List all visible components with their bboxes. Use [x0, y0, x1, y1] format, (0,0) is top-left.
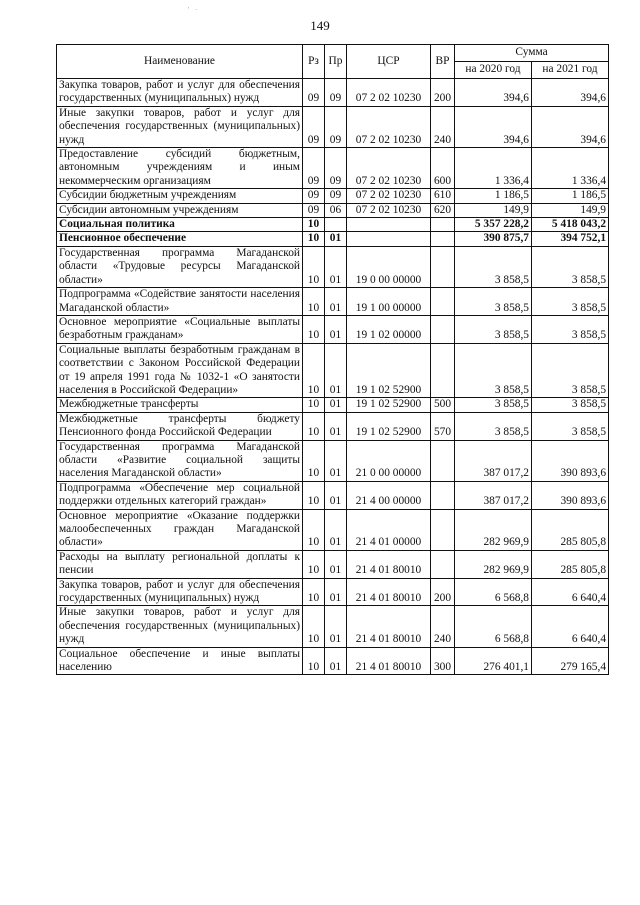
- table-row: [57, 509, 609, 550]
- row-pr: 01: [325, 288, 347, 316]
- header-csr: ЦСР: [347, 45, 431, 79]
- row-rz: 10: [303, 343, 325, 398]
- row-name: Подпрограмма «Содействие занятости населения Магаданской области»: [57, 288, 303, 316]
- row-name: Подпрограмма «Обеспечение мер социальной поддержки отдельных категорий граждан»: [57, 481, 303, 509]
- header-pr: Пр: [325, 45, 347, 79]
- row-vr: [431, 218, 455, 232]
- row-amount-2021: 1 186,5: [532, 189, 609, 203]
- table-row: [57, 203, 609, 217]
- row-amount-2020: 387 017,2: [455, 440, 532, 481]
- row-rz: 10: [303, 550, 325, 578]
- row-amount-2020: 387 017,2: [455, 481, 532, 509]
- row-name: Закупка товаров, работ и услуг для обеспечения государственных (муниципальных) нужд: [57, 578, 303, 606]
- row-csr: 21 4 01 80010: [347, 606, 431, 647]
- header-year-2021: на 2021 год: [532, 62, 609, 79]
- row-vr: 200: [431, 79, 455, 107]
- row-csr: 19 1 02 52900: [347, 343, 431, 398]
- table-row: [57, 647, 609, 675]
- row-name: Социальное обеспечение и иные выплаты населению: [57, 647, 303, 675]
- row-vr: [431, 315, 455, 343]
- row-name: Основное мероприятие «Оказание поддержки малообеспеченных граждан Магаданской области»: [57, 509, 303, 550]
- row-amount-2021: 285 805,8: [532, 509, 609, 550]
- row-vr: [431, 550, 455, 578]
- row-vr: 240: [431, 106, 455, 147]
- row-amount-2020: 394,6: [455, 106, 532, 147]
- row-vr: 200: [431, 578, 455, 606]
- row-amount-2021: 285 805,8: [532, 550, 609, 578]
- row-pr: 01: [325, 246, 347, 287]
- row-amount-2021: 279 165,4: [532, 647, 609, 675]
- row-rz: 10: [303, 578, 325, 606]
- row-csr: 07 2 02 10230: [347, 106, 431, 147]
- row-amount-2020: 5 357 228,2: [455, 218, 532, 232]
- row-amount-2021: 390 893,6: [532, 481, 609, 509]
- row-name: Субсидии автономным учреждениям: [57, 203, 303, 217]
- row-amount-2021: 149,9: [532, 203, 609, 217]
- row-pr: 09: [325, 189, 347, 203]
- row-amount-2021: 1 336,4: [532, 148, 609, 189]
- row-vr: 300: [431, 647, 455, 675]
- row-amount-2020: 149,9: [455, 203, 532, 217]
- page-number: 149: [310, 18, 330, 33]
- row-csr: 21 0 00 00000: [347, 440, 431, 481]
- row-csr: 19 1 02 00000: [347, 315, 431, 343]
- row-vr: 610: [431, 189, 455, 203]
- row-rz: 10: [303, 315, 325, 343]
- row-pr: 01: [325, 509, 347, 550]
- row-vr: 600: [431, 148, 455, 189]
- row-pr: 01: [325, 550, 347, 578]
- row-csr: 07 2 02 10230: [347, 189, 431, 203]
- row-rz: 10: [303, 647, 325, 675]
- row-csr: 21 4 01 80010: [347, 578, 431, 606]
- row-rz: 10: [303, 246, 325, 287]
- row-vr: 620: [431, 203, 455, 217]
- row-csr: 21 4 00 00000: [347, 481, 431, 509]
- table-row: [57, 79, 609, 107]
- row-amount-2021: 394 752,1: [532, 232, 609, 246]
- row-vr: [431, 481, 455, 509]
- header-rz: Рз: [303, 45, 325, 79]
- row-csr: [347, 218, 431, 232]
- row-rz: 09: [303, 79, 325, 107]
- row-pr: 01: [325, 606, 347, 647]
- row-rz: 10: [303, 440, 325, 481]
- row-amount-2021: 5 418 043,2: [532, 218, 609, 232]
- row-amount-2021: 3 858,5: [532, 398, 609, 412]
- table-row: [57, 440, 609, 481]
- row-rz: 10: [303, 398, 325, 412]
- row-pr: 06: [325, 203, 347, 217]
- row-name: Иные закупки товаров, работ и услуг для обеспечения государственных (муниципальных) нужд: [57, 606, 303, 647]
- table-row: [57, 398, 609, 412]
- row-rz: 10: [303, 412, 325, 440]
- budget-table: [56, 44, 609, 675]
- row-name: Иные закупки товаров, работ и услуг для обеспечения государственных (муниципальных) нужд: [57, 106, 303, 147]
- row-pr: 01: [325, 578, 347, 606]
- table-body: [57, 79, 609, 675]
- scan-artifact: ' ·: [188, 6, 200, 14]
- row-name: Социальные выплаты безработным гражданам в соответствии с Законом Российской Федерации от 19 апреля 1991 года № 1032-1 «О занятости населения в Российской Федерации»: [57, 343, 303, 398]
- row-amount-2021: 6 640,4: [532, 578, 609, 606]
- table-row: [57, 481, 609, 509]
- row-amount-2020: 3 858,5: [455, 246, 532, 287]
- row-amount-2020: 1 186,5: [455, 189, 532, 203]
- table-row: [57, 148, 609, 189]
- header-sum: Сумма: [455, 45, 609, 62]
- row-name: Межбюджетные трансферты бюджету Пенсионного фонда Российской Федерации: [57, 412, 303, 440]
- table-row: [57, 315, 609, 343]
- table-row: [57, 106, 609, 147]
- row-csr: 07 2 02 10230: [347, 79, 431, 107]
- row-vr: [431, 440, 455, 481]
- row-amount-2020: 394,6: [455, 79, 532, 107]
- table-row: [57, 578, 609, 606]
- row-amount-2021: 394,6: [532, 106, 609, 147]
- row-pr: 01: [325, 398, 347, 412]
- row-vr: [431, 288, 455, 316]
- row-amount-2021: 3 858,5: [532, 246, 609, 287]
- row-amount-2021: 394,6: [532, 79, 609, 107]
- row-name: Предоставление субсидий бюджетным, автономным учреждениям и иным некоммерческим организациям: [57, 148, 303, 189]
- row-name: Субсидии бюджетным учреждениям: [57, 189, 303, 203]
- row-csr: 07 2 02 10230: [347, 203, 431, 217]
- row-amount-2021: 6 640,4: [532, 606, 609, 647]
- row-name: Социальная политика: [57, 218, 303, 232]
- row-rz: 09: [303, 189, 325, 203]
- row-rz: 10: [303, 218, 325, 232]
- row-csr: 21 4 01 80010: [347, 647, 431, 675]
- row-csr: 19 1 02 52900: [347, 398, 431, 412]
- table-row: [57, 246, 609, 287]
- row-csr: 07 2 02 10230: [347, 148, 431, 189]
- row-rz: 09: [303, 203, 325, 217]
- row-name: Закупка товаров, работ и услуг для обеспечения государственных (муниципальных) нужд: [57, 79, 303, 107]
- row-name: Основное мероприятие «Социальные выплаты безработным гражданам»: [57, 315, 303, 343]
- row-amount-2020: 1 336,4: [455, 148, 532, 189]
- row-pr: 01: [325, 343, 347, 398]
- table-row: [57, 343, 609, 398]
- row-rz: 09: [303, 106, 325, 147]
- row-name: Государственная программа Магаданской области «Трудовые ресурсы Магаданской области»: [57, 246, 303, 287]
- row-vr: 240: [431, 606, 455, 647]
- row-pr: 01: [325, 481, 347, 509]
- row-pr: [325, 218, 347, 232]
- table-header: [57, 45, 609, 79]
- row-amount-2020: 282 969,9: [455, 550, 532, 578]
- row-csr: 19 1 00 00000: [347, 288, 431, 316]
- row-pr: 01: [325, 232, 347, 246]
- row-vr: [431, 509, 455, 550]
- row-amount-2020: 3 858,5: [455, 315, 532, 343]
- table-row: [57, 412, 609, 440]
- row-pr: 09: [325, 106, 347, 147]
- header-name: Наименование: [57, 45, 303, 79]
- row-pr: 09: [325, 148, 347, 189]
- table-row: [57, 606, 609, 647]
- row-csr: 21 4 01 80010: [347, 550, 431, 578]
- row-name: Межбюджетные трансферты: [57, 398, 303, 412]
- row-amount-2021: 3 858,5: [532, 315, 609, 343]
- row-rz: 10: [303, 606, 325, 647]
- row-amount-2021: 3 858,5: [532, 412, 609, 440]
- row-amount-2020: 390 875,7: [455, 232, 532, 246]
- row-amount-2020: 282 969,9: [455, 509, 532, 550]
- row-amount-2020: 3 858,5: [455, 398, 532, 412]
- table-row: [57, 218, 609, 232]
- row-vr: [431, 246, 455, 287]
- row-pr: 09: [325, 79, 347, 107]
- row-pr: 01: [325, 412, 347, 440]
- row-name: Расходы на выплату региональной доплаты к пенсии: [57, 550, 303, 578]
- row-amount-2020: 6 568,8: [455, 578, 532, 606]
- table-row: [57, 189, 609, 203]
- row-pr: 01: [325, 315, 347, 343]
- row-name: Государственная программа Магаданской области «Развитие социальной защиты населения Магаданской области»: [57, 440, 303, 481]
- row-pr: 01: [325, 647, 347, 675]
- row-amount-2020: 276 401,1: [455, 647, 532, 675]
- row-vr: [431, 343, 455, 398]
- row-amount-2021: 3 858,5: [532, 288, 609, 316]
- row-vr: [431, 232, 455, 246]
- row-csr: 19 1 02 52900: [347, 412, 431, 440]
- row-amount-2020: 3 858,5: [455, 343, 532, 398]
- row-amount-2021: 3 858,5: [532, 343, 609, 398]
- row-csr: 21 4 01 00000: [347, 509, 431, 550]
- row-pr: 01: [325, 440, 347, 481]
- table-row: [57, 232, 609, 246]
- table-row: [57, 550, 609, 578]
- row-rz: 09: [303, 148, 325, 189]
- row-name: Пенсионное обеспечение: [57, 232, 303, 246]
- header-vr: ВР: [431, 45, 455, 79]
- row-amount-2020: 6 568,8: [455, 606, 532, 647]
- row-vr: 570: [431, 412, 455, 440]
- row-amount-2021: 390 893,6: [532, 440, 609, 481]
- row-rz: 10: [303, 509, 325, 550]
- header-year-2020: на 2020 год: [455, 62, 532, 79]
- row-rz: 10: [303, 232, 325, 246]
- row-rz: 10: [303, 481, 325, 509]
- row-csr: 19 0 00 00000: [347, 246, 431, 287]
- table-row: [57, 288, 609, 316]
- row-amount-2020: 3 858,5: [455, 288, 532, 316]
- row-amount-2020: 3 858,5: [455, 412, 532, 440]
- row-vr: 500: [431, 398, 455, 412]
- row-rz: 10: [303, 288, 325, 316]
- row-csr: [347, 232, 431, 246]
